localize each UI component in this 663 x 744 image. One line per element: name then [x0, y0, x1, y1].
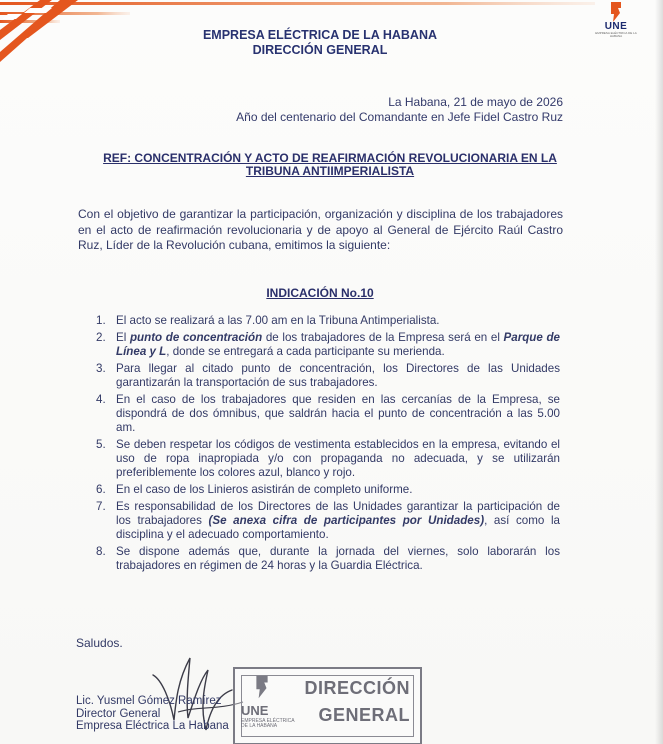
ref-line-1: REF: CONCENTRACIÓN Y ACTO DE REAFIRMACIÓN REVOLUCIONARIA EN LA — [103, 151, 557, 165]
list-item: 7. Es responsabilidad de los Directores de las Unidades garantizar la participación de los trabajadores (Se anexa cifra de participantes por Unidades), así como la disciplina y el adecuado comportamiento. — [96, 500, 560, 541]
signatory-name: Lic. Yusmel Gómez Ramírez — [76, 695, 222, 707]
intro-paragraph: Con el objetivo de garantizar la participación, organización y disciplina de los trabajadores en el acto de reafirmación revolucionaria y de apoyo al General de Ejército Raúl Castro Ruz, Líder de la Revolución cubana, emitimos la siguiente: — [78, 207, 563, 252]
stamp-line-1: DIRECCIÓN — [304, 678, 410, 698]
closing-greeting: Saludos. — [76, 636, 123, 650]
list-item: 8. Se dispone además que, durante la jornada del viernes, solo laborarán los trabajadores en régimen de 24 horas y la Guardia Eléctrica. — [96, 545, 560, 572]
department-name: DIRECCIÓN GENERAL — [252, 43, 388, 57]
official-stamp — [233, 667, 422, 744]
lightning-bolt-icon — [253, 675, 271, 699]
logo-text: UNE — [604, 21, 628, 32]
list-item: 5. Se deben respetar los códigos de vestimenta establecidos en la empresa, evitando el uso de ropa inapropiada y/o con propaganda no adecuada, y se utilizarán preferiblemente los colores azul, blanco y rojo. — [96, 438, 560, 479]
list-item: 6. En el caso de los Linieros asistirán de completo uniforme. — [96, 483, 413, 496]
year-motto: Año del centenario del Comandante en Jefe Fidel Castro Ruz — [236, 110, 563, 124]
signatory-organization: Empresa Eléctrica La Habana — [76, 720, 229, 732]
letterhead-title — [150, 28, 490, 58]
indicacion-heading: INDICACIÓN No.10 — [266, 286, 374, 300]
reference-subject — [90, 152, 570, 178]
list-item: 2. El punto de concentración de los trabajadores de la Empresa será en el Parque de Línea y L, donde se entregará a cada participante su merienda. — [96, 331, 561, 358]
stamp-subtext: EMPRESA ELÉCTRICA DE LA HABANA — [241, 718, 295, 729]
stamp-une: UNE — [241, 703, 269, 718]
signature-block — [76, 695, 229, 733]
signatory-title: Director General — [76, 707, 161, 720]
scan-edge-shadow — [655, 0, 663, 744]
dateline — [236, 95, 563, 125]
list-item: 1. El acto se realizará a las 7.00 am en la Tribuna Antimperialista. — [96, 314, 440, 327]
place-date: La Habana, 21 de mayo de 2026 — [388, 95, 563, 109]
list-item: 4. En el caso de los trabajadores que residen en las cercanías de la Empresa, se dispondrá de dos ómnibus, que saldrán hacia el punto de concentración a las 5.00 am. — [96, 393, 560, 434]
lightning-bolt-icon — [608, 2, 624, 22]
stamp-line-2: GENERAL — [318, 705, 410, 725]
list-item: 3. Para llegar al citado punto de concentración, los Directores de las Unidades garantizarán la transportación de sus trabajadores. — [96, 362, 560, 389]
ref-line-2: TRIBUNA ANTIIMPERIALISTA — [245, 164, 415, 178]
indications-list — [90, 314, 560, 576]
une-logo — [590, 2, 642, 42]
logo-subtext: EMPRESA ELÉCTRICA DE LA HABANA — [595, 31, 637, 38]
company-name: EMPRESA ELÉCTRICA DE LA HABANA — [202, 28, 438, 42]
